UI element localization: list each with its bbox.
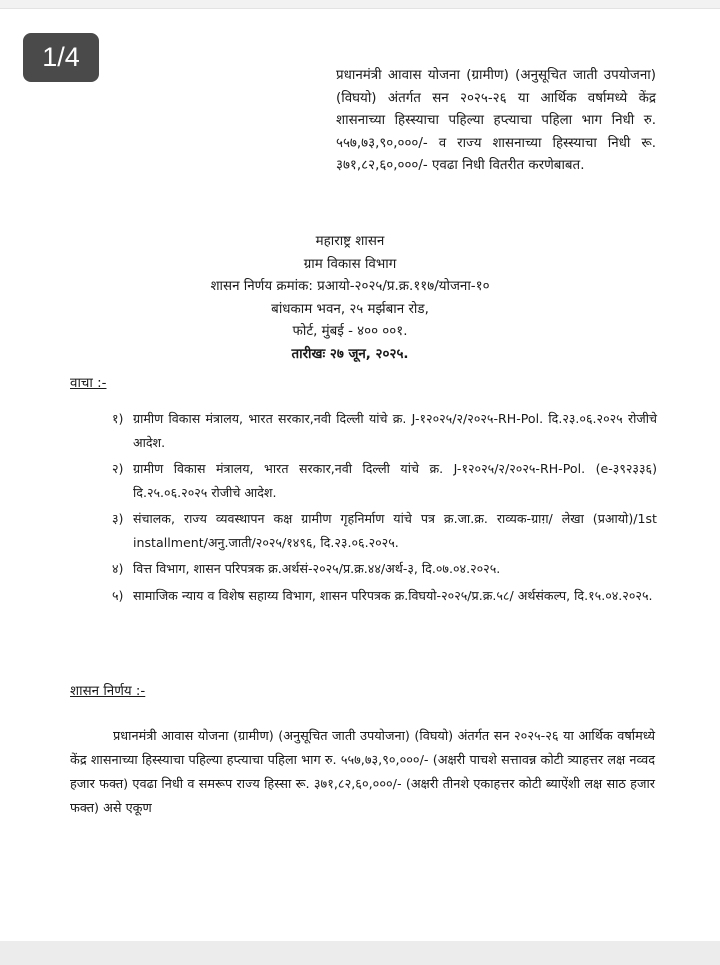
- viewer-bottom-bar: [0, 941, 720, 965]
- address-line-1: बांधकाम भवन, २५ मर्झबान रोड,: [271, 301, 429, 317]
- reference-text: ग्रामीण विकास मंत्रालय, भारत सरकार,नवी दिल्ली यांचे क्र. J-१२०२५/२/२०२५-RH-Pol. (e-३९२३३६) दि.२५.०६.२०२५ रोजीचे आदेश.: [133, 461, 657, 500]
- list-item: [112, 407, 657, 454]
- reference-number: २): [112, 461, 124, 476]
- reference-text: संचालक, राज्य व्यवस्थापन कक्ष ग्रामीण गृहनिर्माण यांचे पत्र क्र.जा.क्र. राव्यक-ग्राग़/ लेखा (प्रआयो)/1st installment/अनु.जाती/२०२५/१४९६, दि.२३.०६.२०२५.: [133, 511, 657, 550]
- list-item: [112, 457, 657, 504]
- page-indicator: 1/4: [23, 33, 99, 82]
- list-item: [112, 507, 657, 554]
- reference-text: ग्रामीण विकास मंत्रालय, भारत सरकार,नवी दिल्ली यांचे क्र. J-१२०२५/२/२०२५-RH-Pol. दि.२३.०६.२०२५ रोजीचे आदेश.: [133, 411, 657, 450]
- reference-number: ३): [112, 511, 124, 526]
- subject-text: प्रधानमंत्री आवास योजना (ग्रामीण) (अनुसूचित जाती उपयोजना) (विघयो) अंतर्गत सन २०२५-२६ या आर्थिक वर्षामध्ये केंद्र शासनाच्या हिस्स्याचा पहिल्या हप्त्याचा पहिला भाग निधी रु. ५५७,७३,९०,०००/- व राज्य शासनाच्या हिस्स्याचा निधी रू. ३७१,८२,६०,०००/- एवढा निधी वितरीत करणेबाबत.: [336, 68, 656, 173]
- document-page: [0, 8, 720, 941]
- reference-number: ४): [112, 561, 124, 576]
- decision-paragraph: प्रधानमंत्री आवास योजना (ग्रामीण) (अनुसूचित जाती उपयोजना) (विघयो) अंतर्गत सन २०२५-२६ या आर्थिक वर्षामध्ये केंद्र शासनाच्या हिस्स्याचा पहिल्या हप्त्याचा पहिला भाग रु. ५५७,७३,९०,०००/- (अक्षरी पाचशे सत्तावन्न कोटी त्र्याहत्तर लक्ष नव्वद हजार फक्त) एवढा निधी व समरूप राज्य हिस्सा रू. ३७१,८२,६०,०००/- (अक्षरी तीनशे एकाहत्तर कोटी ब्याऐंशी लक्ष साठ हजार फक्त) असे एकूण: [70, 729, 655, 816]
- reference-number: १): [112, 411, 124, 426]
- decision-label: शासन निर्णय :-: [70, 684, 146, 699]
- government-name: महाराष्ट्र शासन: [315, 234, 385, 249]
- reference-text: वित्त विभाग, शासन परिपत्रक क्र.अर्थसं-२०२५/प्र.क्र.४४/अर्थ-३, दि.०७.०४.२०२५.: [133, 561, 501, 576]
- address-line-2: फोर्ट, मुंबई - ४०० ००१.: [292, 324, 408, 339]
- document-header: [170, 231, 530, 366]
- read-label: वाचा :-: [70, 376, 107, 391]
- list-item: [112, 584, 657, 608]
- reference-text: सामाजिक न्याय व विशेष सहाय्य विभाग, शासन परिपत्रक क्र.विघयो-२०२५/प्र.क्र.५८/ अर्थसंकल्प, दि.१५.०४.२०२५.: [133, 587, 653, 603]
- department-name: ग्राम विकास विभाग: [303, 256, 397, 272]
- document-date: तारीखः २७ जून, २०२५.: [291, 346, 409, 362]
- reference-list: [112, 407, 657, 610]
- reference-number: ५): [112, 587, 124, 603]
- list-item: [112, 557, 657, 581]
- gr-number: शासन निर्णय क्रमांक: प्रआयो-२०२५/प्र.क्र.११७/योजना-१०: [210, 279, 490, 294]
